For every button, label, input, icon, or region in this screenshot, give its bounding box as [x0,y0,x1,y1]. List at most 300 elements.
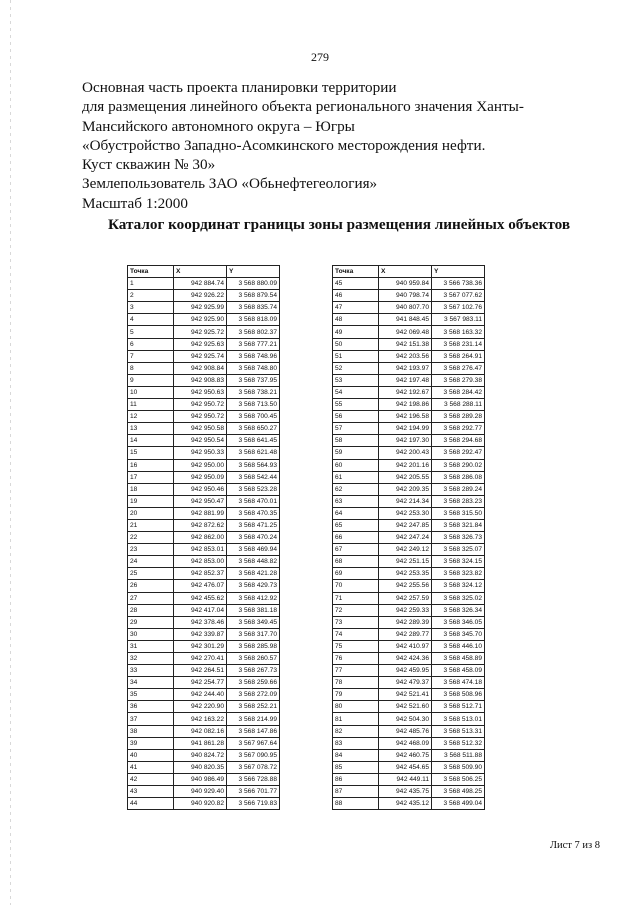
x-cell: 942 247.85 [379,519,432,531]
point-cell: 18 [128,483,174,495]
heading-line: для размещения линейного объекта регионального значения Ханты- [82,98,524,116]
point-cell: 58 [333,435,379,447]
y-cell: 3 568 214.99 [227,713,280,725]
point-cell: 85 [333,761,379,773]
table-row [128,471,280,483]
x-cell: 942 197.48 [379,374,432,386]
y-cell: 3 568 748.96 [227,350,280,362]
point-cell: 5 [128,326,174,338]
table-row [333,725,485,737]
table-header-row [333,266,485,278]
table-row [128,628,280,640]
point-cell: 27 [128,592,174,604]
x-cell: 942 255.56 [379,580,432,592]
table-row [128,677,280,689]
x-cell: 942 950.00 [174,459,227,471]
point-cell: 56 [333,411,379,423]
point-cell: 63 [333,495,379,507]
table-row [128,640,280,652]
point-cell: 40 [128,749,174,761]
x-cell: 942 950.58 [174,423,227,435]
y-cell: 3 568 508.96 [432,689,485,701]
heading-line: Землепользователь ЗАО «Обьнефтегеология» [82,175,378,193]
y-cell: 3 568 542.44 [227,471,280,483]
x-cell: 942 163.22 [174,713,227,725]
header-point: Точка [128,266,174,278]
x-cell: 942 455.62 [174,592,227,604]
x-cell: 942 479.37 [379,677,432,689]
x-cell: 942 197.30 [379,435,432,447]
y-cell: 3 568 650.27 [227,423,280,435]
point-cell: 38 [128,725,174,737]
x-cell: 942 203.56 [379,350,432,362]
x-cell: 940 824.72 [174,749,227,761]
x-cell: 940 798.74 [379,290,432,302]
table-row [128,495,280,507]
y-cell: 3 568 509.90 [432,761,485,773]
table-row [333,689,485,701]
table-row [128,411,280,423]
table-row [333,302,485,314]
y-cell: 3 568 264.91 [432,350,485,362]
table-row [333,399,485,411]
table-row [333,761,485,773]
heading-line: Куст скважин № 30» [82,156,216,174]
x-cell: 942 289.39 [379,616,432,628]
point-cell: 42 [128,773,174,785]
point-cell: 54 [333,386,379,398]
table-row [333,532,485,544]
point-cell: 26 [128,580,174,592]
y-cell: 3 568 564.93 [227,459,280,471]
table-row [128,483,280,495]
y-cell: 3 568 713.50 [227,399,280,411]
point-cell: 51 [333,350,379,362]
y-cell: 3 568 317.70 [227,628,280,640]
x-cell: 942 082.16 [174,725,227,737]
y-cell: 3 568 292.47 [432,447,485,459]
table-row [128,423,280,435]
y-cell: 3 568 506.25 [432,773,485,785]
y-cell: 3 568 381.18 [227,604,280,616]
point-cell: 80 [333,701,379,713]
point-cell: 24 [128,556,174,568]
point-cell: 4 [128,314,174,326]
x-cell: 942 193.97 [379,362,432,374]
point-cell: 88 [333,798,379,810]
x-cell: 942 485.76 [379,725,432,737]
table-row [128,435,280,447]
y-cell: 3 566 738.36 [432,278,485,290]
x-cell: 942 950.63 [174,386,227,398]
catalog-title: Каталог координат границы зоны размещения линейных объектов [107,216,571,233]
point-cell: 55 [333,399,379,411]
y-cell: 3 568 737.95 [227,374,280,386]
table-row [128,278,280,290]
y-cell: 3 567 090.95 [227,749,280,761]
y-cell: 3 568 412.92 [227,592,280,604]
x-cell: 942 259.33 [379,604,432,616]
document-heading [82,78,602,213]
point-cell: 20 [128,507,174,519]
y-cell: 3 568 429.73 [227,580,280,592]
table-row [333,677,485,689]
table-row [128,701,280,713]
y-cell: 3 568 458.89 [432,653,485,665]
x-cell: 942 950.54 [174,435,227,447]
point-cell: 21 [128,519,174,531]
y-cell: 3 567 967.64 [227,737,280,749]
x-cell: 942 908.84 [174,362,227,374]
x-cell: 942 460.75 [379,749,432,761]
table-row [128,386,280,398]
point-cell: 30 [128,628,174,640]
x-cell: 942 220.90 [174,701,227,713]
point-cell: 73 [333,616,379,628]
x-cell: 942 192.67 [379,386,432,398]
x-cell: 942 257.59 [379,592,432,604]
x-cell: 942 264.51 [174,665,227,677]
x-cell: 942 424.36 [379,653,432,665]
table-row [128,665,280,677]
table-row [128,556,280,568]
table-row [333,519,485,531]
x-cell: 942 950.09 [174,471,227,483]
table-row [333,604,485,616]
x-cell: 941 861.28 [174,737,227,749]
table-row [128,399,280,411]
point-cell: 60 [333,459,379,471]
x-cell: 942 950.33 [174,447,227,459]
x-cell: 942 301.29 [174,640,227,652]
table-row [128,713,280,725]
y-cell: 3 568 289.28 [432,411,485,423]
x-cell: 942 504.30 [379,713,432,725]
x-cell: 942 881.99 [174,507,227,519]
y-cell: 3 568 470.24 [227,532,280,544]
table-row [333,580,485,592]
point-cell: 74 [333,628,379,640]
point-cell: 86 [333,773,379,785]
point-cell: 2 [128,290,174,302]
point-cell: 41 [128,761,174,773]
table-row [128,290,280,302]
point-cell: 67 [333,544,379,556]
point-cell: 70 [333,580,379,592]
point-cell: 23 [128,544,174,556]
point-cell: 6 [128,338,174,350]
point-cell: 82 [333,725,379,737]
y-cell: 3 568 513.31 [432,725,485,737]
x-cell: 942 244.40 [174,689,227,701]
point-cell: 48 [333,314,379,326]
table-row [333,290,485,302]
x-cell: 942 862.00 [174,532,227,544]
y-cell: 3 568 738.21 [227,386,280,398]
y-cell: 3 568 448.82 [227,556,280,568]
header-y: Y [227,266,280,278]
scan-edge-line [10,0,11,905]
x-cell: 942 198.86 [379,399,432,411]
point-cell: 22 [128,532,174,544]
point-cell: 14 [128,435,174,447]
table-row [333,749,485,761]
table-row [128,653,280,665]
y-cell: 3 568 276.47 [432,362,485,374]
y-cell: 3 568 294.68 [432,435,485,447]
point-cell: 39 [128,737,174,749]
y-cell: 3 568 283.23 [432,495,485,507]
x-cell: 942 069.48 [379,326,432,338]
table-row [333,423,485,435]
x-cell: 942 270.41 [174,653,227,665]
table-row [128,314,280,326]
table-row [128,326,280,338]
y-cell: 3 568 326.73 [432,532,485,544]
table-row [128,568,280,580]
y-cell: 3 568 288.11 [432,399,485,411]
point-cell: 28 [128,604,174,616]
table-row [333,435,485,447]
x-cell: 942 950.72 [174,399,227,411]
y-cell: 3 568 325.07 [432,544,485,556]
y-cell: 3 568 315.50 [432,507,485,519]
y-cell: 3 568 474.18 [432,677,485,689]
x-cell: 942 253.35 [379,568,432,580]
table-row [333,278,485,290]
y-cell: 3 567 077.62 [432,290,485,302]
x-cell: 942 853.00 [174,556,227,568]
x-cell: 942 925.90 [174,314,227,326]
x-cell: 940 929.40 [174,786,227,798]
x-cell: 942 459.95 [379,665,432,677]
x-cell: 942 435.75 [379,786,432,798]
point-cell: 64 [333,507,379,519]
table-row [333,326,485,338]
x-cell: 942 435.12 [379,798,432,810]
y-cell: 3 568 325.02 [432,592,485,604]
table-row [128,725,280,737]
table-row [128,374,280,386]
y-cell: 3 568 284.42 [432,386,485,398]
point-cell: 33 [128,665,174,677]
point-cell: 75 [333,640,379,652]
table-row [128,362,280,374]
x-cell: 942 449.11 [379,773,432,785]
point-cell: 10 [128,386,174,398]
y-cell: 3 568 259.66 [227,677,280,689]
y-cell: 3 568 252.21 [227,701,280,713]
x-cell: 942 251.15 [379,556,432,568]
x-cell: 942 254.77 [174,677,227,689]
y-cell: 3 568 326.34 [432,604,485,616]
point-cell: 83 [333,737,379,749]
x-cell: 942 214.34 [379,495,432,507]
x-cell: 940 959.84 [379,278,432,290]
table-row [128,459,280,471]
y-cell: 3 568 748.80 [227,362,280,374]
y-cell: 3 568 818.09 [227,314,280,326]
y-cell: 3 568 470.35 [227,507,280,519]
point-cell: 81 [333,713,379,725]
x-cell: 942 339.87 [174,628,227,640]
table-row [333,592,485,604]
y-cell: 3 568 147.86 [227,725,280,737]
y-cell: 3 568 498.25 [432,786,485,798]
table-row [128,544,280,556]
table-row [128,532,280,544]
x-cell: 940 920.82 [174,798,227,810]
y-cell: 3 567 078.72 [227,761,280,773]
header-x: X [379,266,432,278]
sheet-label: Лист 7 из 8 [549,840,600,851]
point-cell: 3 [128,302,174,314]
x-cell: 942 925.72 [174,326,227,338]
table-row [128,798,280,810]
point-cell: 9 [128,374,174,386]
heading-line: Мансийского автономного округа – Югры [82,117,355,135]
point-cell: 53 [333,374,379,386]
header-point: Точка [333,266,379,278]
x-cell: 942 201.16 [379,459,432,471]
x-cell: 942 476.07 [174,580,227,592]
point-cell: 35 [128,689,174,701]
point-cell: 57 [333,423,379,435]
point-cell: 32 [128,653,174,665]
y-cell: 3 568 458.09 [432,665,485,677]
x-cell: 942 521.60 [379,701,432,713]
x-cell: 942 410.97 [379,640,432,652]
table-row [333,568,485,580]
table-row [333,459,485,471]
x-cell: 942 925.99 [174,302,227,314]
y-cell: 3 568 321.84 [432,519,485,531]
table-row [333,411,485,423]
y-cell: 3 568 324.12 [432,580,485,592]
x-cell: 942 194.99 [379,423,432,435]
table-row [333,483,485,495]
table-row [333,471,485,483]
y-cell: 3 566 701.77 [227,786,280,798]
point-cell: 78 [333,677,379,689]
point-cell: 12 [128,411,174,423]
x-cell: 942 151.38 [379,338,432,350]
y-cell: 3 568 267.73 [227,665,280,677]
point-cell: 13 [128,423,174,435]
table-row [333,713,485,725]
y-cell: 3 568 323.82 [432,568,485,580]
point-cell: 16 [128,459,174,471]
point-cell: 7 [128,350,174,362]
table-row [333,616,485,628]
table-row [333,737,485,749]
table-row [128,350,280,362]
x-cell: 942 950.72 [174,411,227,423]
y-cell: 3 568 511.88 [432,749,485,761]
point-cell: 36 [128,701,174,713]
point-cell: 68 [333,556,379,568]
table-row [333,362,485,374]
point-cell: 62 [333,483,379,495]
y-cell: 3 568 512.32 [432,737,485,749]
table-row [333,495,485,507]
table-row [128,519,280,531]
coordinates-table-left [127,265,280,810]
x-cell: 940 820.35 [174,761,227,773]
y-cell: 3 568 290.02 [432,459,485,471]
y-cell: 3 568 260.57 [227,653,280,665]
table-row [128,616,280,628]
point-cell: 71 [333,592,379,604]
table-row [333,386,485,398]
y-cell: 3 568 279.38 [432,374,485,386]
y-cell: 3 568 272.09 [227,689,280,701]
table-row [333,786,485,798]
table-row [128,689,280,701]
table-row [128,338,280,350]
x-cell: 942 853.01 [174,544,227,556]
table-row [128,302,280,314]
table-row [128,507,280,519]
y-cell: 3 568 471.25 [227,519,280,531]
x-cell: 942 205.55 [379,471,432,483]
table-row [333,507,485,519]
x-cell: 942 249.12 [379,544,432,556]
y-cell: 3 568 346.05 [432,616,485,628]
x-cell: 942 289.77 [379,628,432,640]
point-cell: 50 [333,338,379,350]
point-cell: 84 [333,749,379,761]
table-row [128,761,280,773]
y-cell: 3 568 499.04 [432,798,485,810]
x-cell: 941 848.45 [379,314,432,326]
x-cell: 942 378.46 [174,616,227,628]
y-cell: 3 568 513.01 [432,713,485,725]
table-row [128,580,280,592]
point-cell: 69 [333,568,379,580]
y-cell: 3 568 324.15 [432,556,485,568]
point-cell: 31 [128,640,174,652]
point-cell: 87 [333,786,379,798]
y-cell: 3 568 163.32 [432,326,485,338]
table-header-row [128,266,280,278]
table-row [128,447,280,459]
point-cell: 59 [333,447,379,459]
table-row [128,592,280,604]
table-row [333,374,485,386]
point-cell: 11 [128,399,174,411]
heading-line: Масштаб 1:2000 [82,194,188,212]
header-y: Y [432,266,485,278]
y-cell: 3 568 349.45 [227,616,280,628]
table-row [128,737,280,749]
y-cell: 3 567 983.11 [432,314,485,326]
x-cell: 942 200.43 [379,447,432,459]
table-row [333,314,485,326]
point-cell: 19 [128,495,174,507]
point-cell: 34 [128,677,174,689]
point-cell: 79 [333,689,379,701]
point-cell: 72 [333,604,379,616]
y-cell: 3 568 621.48 [227,447,280,459]
y-cell: 3 566 719.83 [227,798,280,810]
x-cell: 942 196.58 [379,411,432,423]
point-cell: 49 [333,326,379,338]
y-cell: 3 568 446.10 [432,640,485,652]
x-cell: 942 950.46 [174,483,227,495]
heading-line: Основная часть проекта планировки территории [82,79,397,96]
y-cell: 3 568 512.71 [432,701,485,713]
